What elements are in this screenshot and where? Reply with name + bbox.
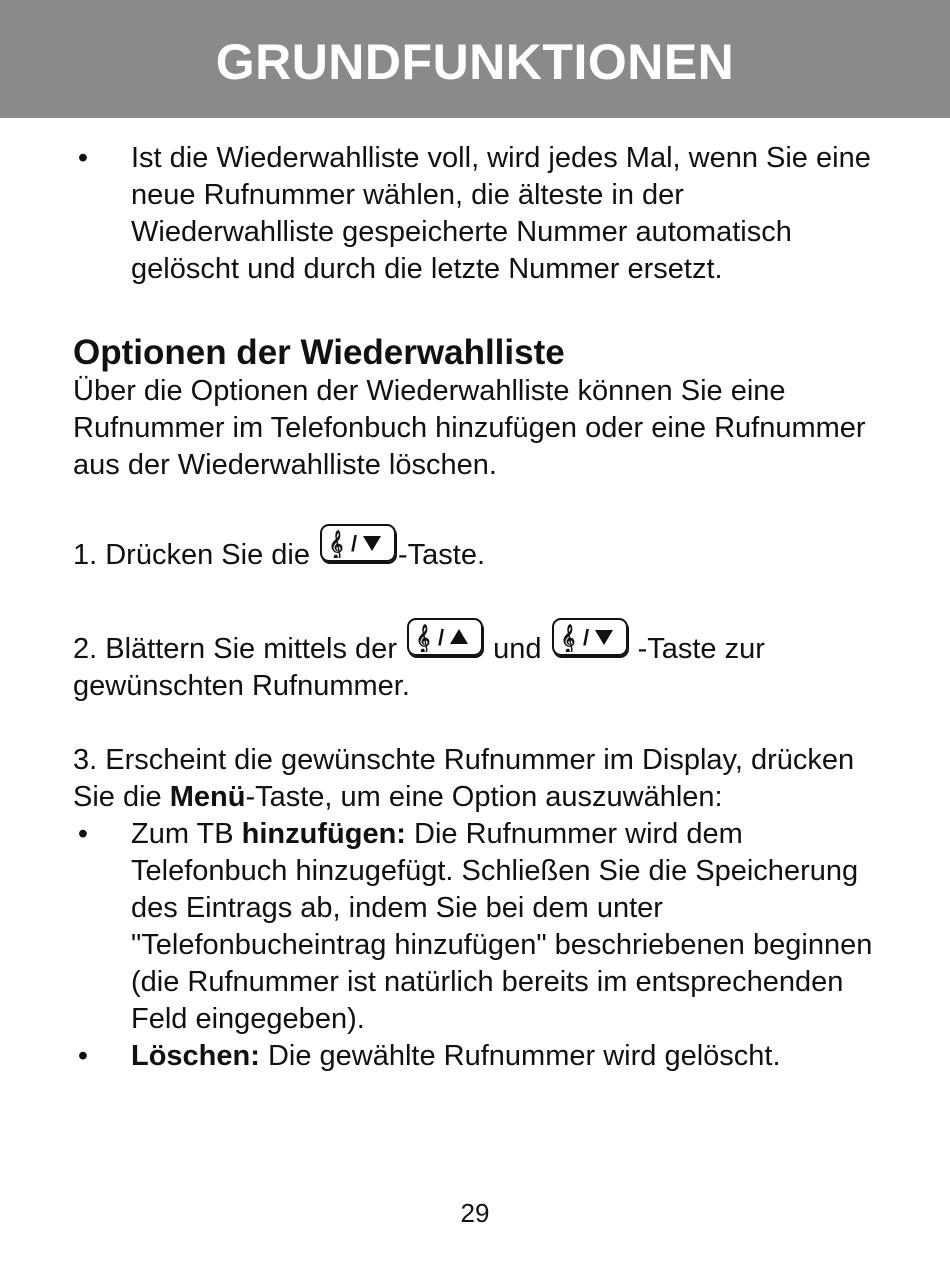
step-2-middle: und	[485, 633, 550, 665]
step-1	[73, 524, 893, 574]
option-text: Die Rufnummer wird dem Telefonbuch hinzugefügt. Schließen Sie die Speicherung des Eintrags ab, indem Sie bei dem unter "Telefonbucheintrag hinzufügen" beschriebenen beginnen (die Rufnummer ist natürlich bereits im entsprechenden Feld eingegeben).	[131, 818, 873, 1035]
step-3-suffix: -Taste, um eine Option auszuwählen:	[245, 781, 723, 813]
option-label: Löschen:	[131, 1040, 260, 1072]
bullet-dot: •	[77, 1040, 89, 1072]
key-slash: /	[351, 531, 358, 556]
page-title: GRUNDFUNKTIONEN	[215, 34, 735, 90]
key-slash: /	[438, 625, 445, 650]
step-1-prefix: 1. Drücken Sie die	[73, 539, 319, 571]
down-key-icon	[552, 618, 628, 656]
step-3-prefix: 3. Erscheint die gewünschte Rufnummer im Display, drücken Sie die	[73, 744, 855, 813]
down-key-icon	[320, 524, 396, 562]
option-label: hinzufügen:	[241, 818, 406, 850]
up-key-icon	[407, 618, 483, 656]
option-text: Die gewählte Rufnummer wird gelöscht.	[259, 1040, 781, 1072]
section-paragraph: Über die Optionen der Wiederwahlliste können Sie eine Rufnummer im Telefonbuch hinzufügen oder eine Rufnummer aus der Wiederwahlliste löschen.	[73, 375, 866, 481]
step-2	[73, 618, 893, 705]
bullet-dot: •	[77, 142, 89, 174]
key-slash: /	[582, 625, 589, 650]
option-delete	[73, 1038, 893, 1075]
bullet-dot: •	[77, 818, 89, 850]
option-add-to-phonebook	[73, 816, 893, 1038]
step-3	[73, 742, 893, 816]
svg-text:𝄞: 𝄞	[560, 624, 575, 652]
menu-key-label: Menü	[169, 781, 246, 813]
step-2-prefix: 2. Blättern Sie mittels der	[73, 633, 406, 665]
page-content	[73, 140, 893, 1075]
page-header	[0, 0, 950, 118]
intro-text: Ist die Wiederwahlliste voll, wird jedes Mal, wenn Sie eine neue Rufnummer wählen, die älteste in der Wiederwahlliste gespeicherte Nummer automatisch gelöscht und durch die letzte Nummer ersetzt.	[131, 142, 871, 285]
step-2-suffix: -Taste zur gewünschten Rufnummer.	[73, 633, 765, 702]
svg-text:𝄞: 𝄞	[416, 624, 431, 652]
svg-text:𝄞: 𝄞	[329, 530, 344, 558]
step-1-suffix: -Taste.	[398, 539, 486, 571]
option-prefix: Zum TB	[131, 818, 242, 850]
page-number: 29	[460, 1198, 490, 1228]
intro-bullet	[73, 140, 893, 288]
section-heading: Optionen der Wiederwahlliste	[73, 333, 565, 372]
